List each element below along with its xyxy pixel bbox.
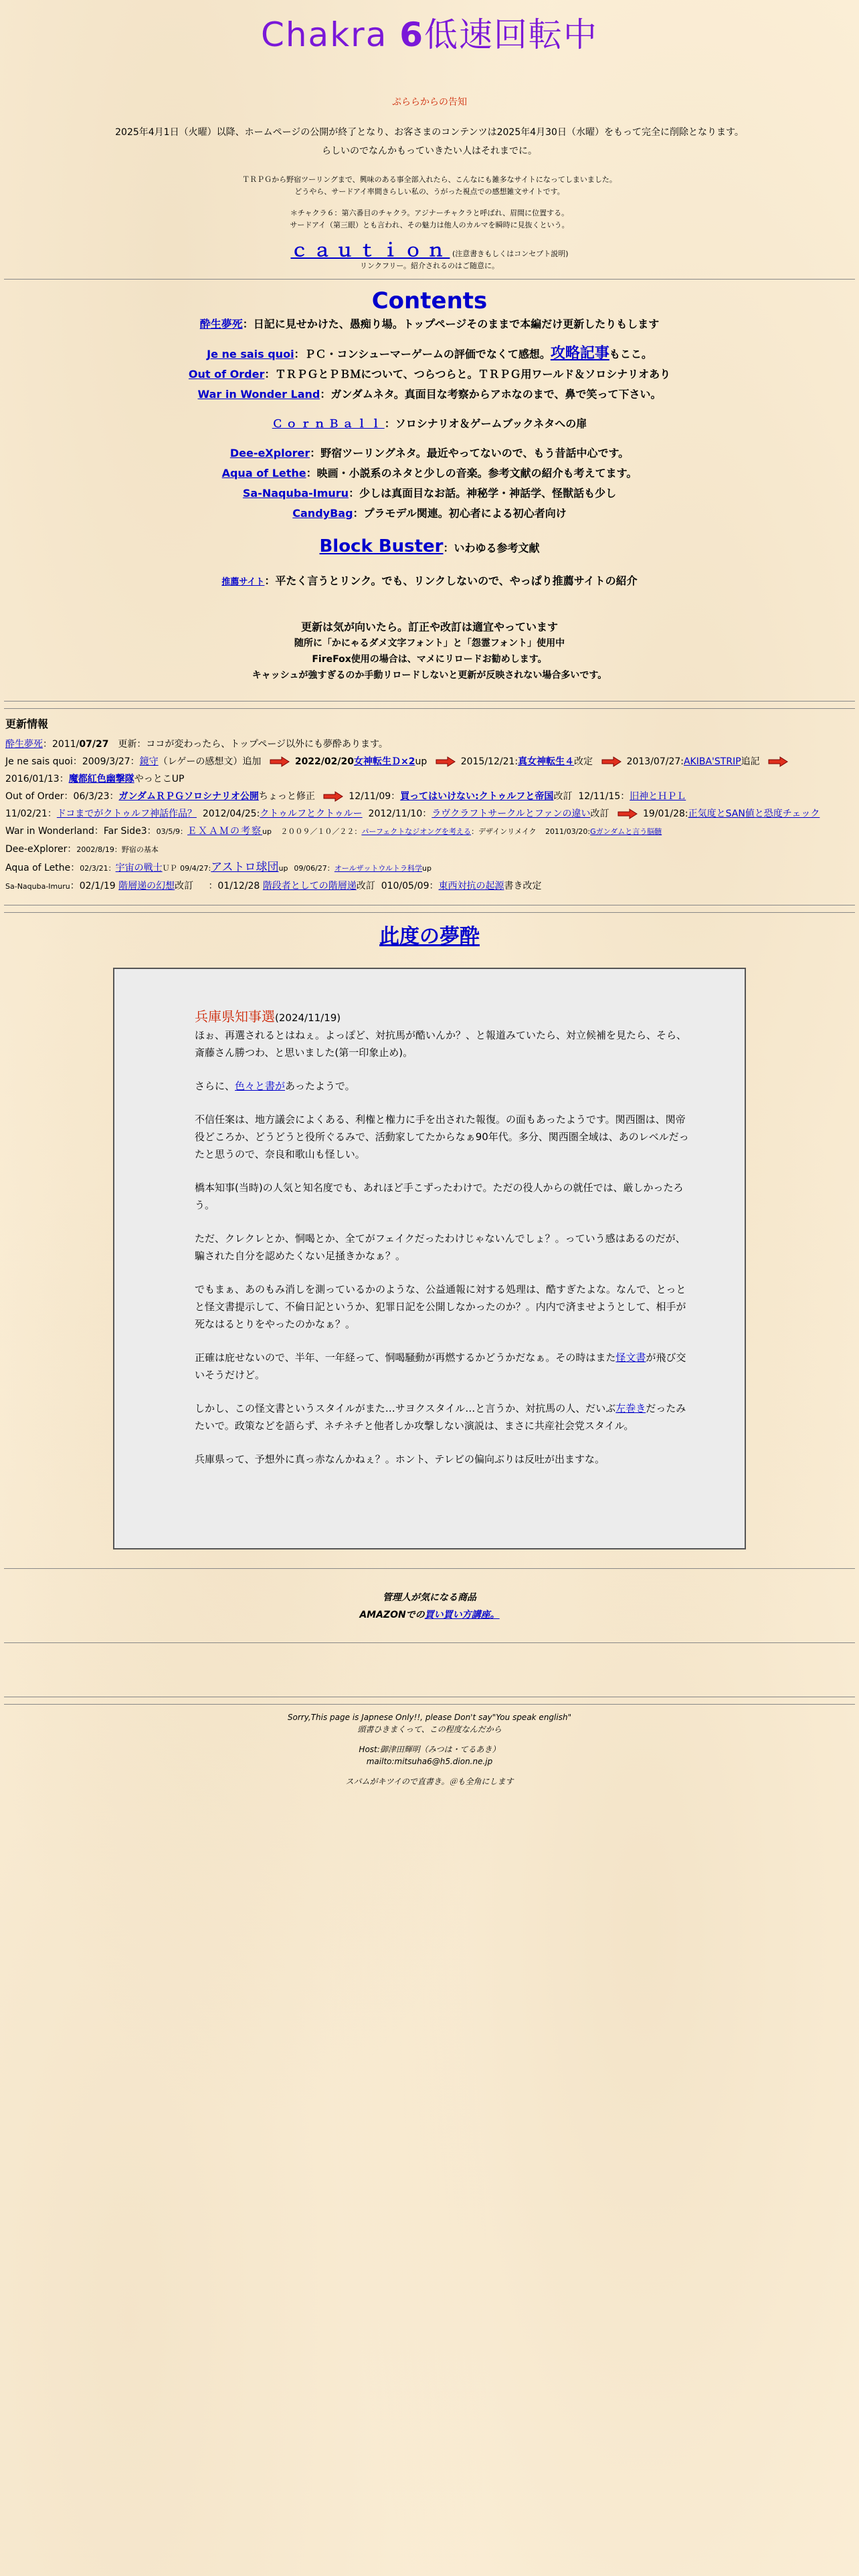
title-six: 6 bbox=[399, 15, 425, 54]
essay-paragraph bbox=[195, 1400, 691, 1434]
news-link[interactable]: クトゥルフとクトゥルー bbox=[260, 809, 363, 819]
contents-item bbox=[0, 571, 859, 593]
news-text: やっとこUP bbox=[134, 774, 185, 784]
contents-item bbox=[0, 443, 859, 463]
news-label: War in Wonderland：Far Side3： bbox=[5, 826, 157, 837]
contents-link-cornball[interactable]: ＣｏｒｎＢａｌｌ bbox=[272, 417, 385, 430]
title-prefix: Chakra bbox=[260, 15, 400, 54]
caution-row bbox=[0, 241, 859, 261]
contents-link-aquaoflethe[interactable]: Aqua of Lethe bbox=[221, 467, 306, 479]
contents-item bbox=[0, 385, 859, 405]
contents-link-recommended[interactable]: 推薦サイト bbox=[221, 577, 265, 587]
news-row bbox=[5, 823, 854, 841]
news-date: 2012/11/10： bbox=[368, 809, 432, 819]
news-date: ：2011/ bbox=[43, 739, 80, 750]
news-text: 改訂 bbox=[175, 881, 194, 891]
news-date: 12/11/15： bbox=[578, 791, 630, 802]
contents-desc: ：少しは真面目なお話。神秘学・神話学、怪獣話も少し bbox=[349, 487, 617, 500]
news-text: 改訂 bbox=[356, 881, 375, 891]
contents-item bbox=[0, 533, 859, 562]
title-suffix: 低速回転中 bbox=[424, 15, 599, 54]
news-title: 更新情報 bbox=[5, 718, 49, 730]
essay-paragraph bbox=[195, 1077, 691, 1095]
news-link[interactable]: 正気度とSAN値と恐度チェック bbox=[688, 809, 820, 819]
essay-paragraph: 不信任案は、地方議会によくある、利権と権力に手を出された報復。の面もあったようです。関西圏は、関帝役どころか、どうどうと役所ぐるみで、活動家してたからなぁ90年代。多分、関西圏全域は、あのレベルだったと思うので、奈良和歌山も怪しい。 bbox=[195, 1113, 689, 1160]
essay-text: だったみたいで。政策などを語らず、ネチネチと他者しか攻撃しない演説は、まさに共産社会党スタイル。 bbox=[195, 1402, 686, 1432]
news-row bbox=[5, 859, 854, 877]
footer-line1: Sorry,This page is Japnese Only!!, please Don't say"You speak english" bbox=[287, 1713, 572, 1722]
news-date: 03/5/9： bbox=[156, 827, 188, 836]
shop-line1: 管理人が気になる商品 bbox=[383, 1592, 476, 1603]
news-date: 09/06/27： bbox=[294, 864, 335, 873]
news-text: 更新：ココが変わったら、トップページ以外にも夢酔あります。 bbox=[108, 739, 388, 750]
footer-line2: 頭書ひきまくって、この程度なんだから bbox=[357, 1725, 502, 1734]
news-link[interactable]: ＥＸＡＭの考察 bbox=[187, 826, 263, 837]
essay-box bbox=[113, 968, 746, 1549]
news-link[interactable]: 宇宙の戦士 bbox=[115, 863, 163, 873]
essay-link[interactable]: 色々と書が bbox=[235, 1080, 286, 1092]
news-date: 11/02/21： bbox=[5, 809, 57, 819]
notice-section bbox=[0, 95, 859, 160]
news-link[interactable]: 階段者としての階層递 bbox=[262, 881, 357, 891]
essay-paragraph: ただ、クレクレとか、恫喝とか、全てがフェイクだったわけじゃないんでしょ？。っていう感はあるのだが、騙された自分を認めたくない足掻きかなぁ？。 bbox=[195, 1232, 686, 1262]
news-text: up bbox=[422, 864, 432, 873]
contents-item bbox=[0, 504, 859, 524]
contents-link-deexplorer[interactable]: Dee-eXplorer bbox=[229, 447, 310, 459]
notice-heading: ぷららからの告知 bbox=[392, 97, 467, 108]
contents-desc: ：ガンダムネタ。真面目な考察からアホなのまで、鼻で笑って下さい。 bbox=[320, 388, 662, 401]
news-link[interactable]: 階層递の幻想 bbox=[118, 881, 175, 891]
contents-title: Contents bbox=[371, 288, 488, 314]
news-text: 2002/8/19：野宿の基本 bbox=[76, 845, 159, 854]
caution-link[interactable]: ｃａｕｔｉｏｎ bbox=[290, 241, 450, 261]
contents-link-strategy[interactable]: 攻略記事 bbox=[550, 345, 609, 362]
site-title bbox=[0, 0, 859, 56]
news-row bbox=[5, 877, 854, 895]
essay-section-title[interactable]: 此度の夢酔 bbox=[379, 925, 480, 948]
contents-desc: ：ＴＲＰＧとＰＢＭについて、つらつらと。ＴＲＰＧ用ワールド＆ソロシナリオあり bbox=[264, 368, 671, 381]
news-date: ：02/1/19 bbox=[70, 881, 116, 891]
news-date: 09/4/27: bbox=[180, 864, 211, 873]
news-text: ちょっと修正 bbox=[258, 791, 315, 802]
footer-spam-note: スパムがキツイので直書き。＠も全角にします bbox=[345, 1777, 514, 1786]
intro-line2: どうやら、サードアイ率間きらしい私の、うがった視点での感想雑文サイトです。 bbox=[294, 187, 565, 196]
news-date: 02/3/21： bbox=[80, 864, 116, 873]
intro-section bbox=[0, 174, 859, 272]
news-text: up bbox=[415, 756, 427, 767]
caution-note: (注意書きもしくはコンセプト説明) bbox=[452, 249, 569, 258]
contents-desc: ：ＰＣ・コンシューマーゲームの評価でなくて感想。 bbox=[294, 348, 551, 360]
news-link[interactable]: 東西対抗の起源 bbox=[438, 881, 504, 891]
divider bbox=[4, 279, 855, 280]
news-text: ：デザインリメイク bbox=[471, 827, 537, 836]
news-link[interactable]: ドコまでがクトゥルフ神話作品？ bbox=[56, 809, 197, 819]
news-text: 追記 bbox=[741, 756, 760, 767]
news-date: 2015/12/21: bbox=[460, 756, 518, 767]
notice-line2: らしいのでなんかもっていきたい人はそれまでに。 bbox=[322, 146, 537, 156]
news-link[interactable]: Gガンダムと言う脳髄 bbox=[590, 827, 662, 836]
arrow-icon bbox=[323, 791, 343, 802]
news-row bbox=[5, 753, 854, 788]
news-date: 010/05/09： bbox=[381, 881, 439, 891]
news-link[interactable]: 買ってはいけない:クトゥルフと帝国 bbox=[400, 791, 554, 802]
intro-line4: サードアイ（第三眼）とも言われ、その魅力は他人のカルマを瞬時に見抜くという。 bbox=[290, 221, 569, 229]
arrow-icon bbox=[270, 756, 290, 767]
news-link[interactable]: 女神転生Ｄ×2 bbox=[353, 756, 415, 767]
news-text: 改訂 bbox=[590, 809, 609, 819]
intro-line3: ＊チャクラ６：第六番目のチャクラ。アジナーチャクラと呼ばれ、眉間に位置する。 bbox=[290, 209, 569, 217]
contents-link-warinwonderland[interactable]: War in Wonder Land bbox=[197, 388, 320, 401]
news-link[interactable]: パーフェクトなジオングを考える bbox=[361, 827, 472, 836]
essay-paragraph: ほぉ、再選されるとはねぇ。よっぽど、対抗馬が酷いんか？、と報道みていたら、対立候補を見たら、そら、斎藤さん勝つわ、と思いました(第一印象止め)。 bbox=[195, 1029, 687, 1059]
essay-heading: 兵庫県知事選 bbox=[195, 1008, 275, 1025]
essay-text: が飛び交いそうだけど。 bbox=[195, 1352, 686, 1381]
news-link[interactable]: 旧神とＨＰＬ bbox=[630, 791, 686, 802]
footer bbox=[0, 1711, 859, 1788]
news-date: 2013/07/27: bbox=[626, 756, 684, 767]
news-label: Aqua of Lethe： bbox=[5, 863, 80, 873]
essay-link[interactable]: 怪文書 bbox=[615, 1352, 646, 1364]
news-date: 2022/02/20 bbox=[294, 756, 354, 767]
shop-section bbox=[0, 1589, 859, 1624]
essay-paragraph: 兵庫県って、予想外に真っ赤なんかねぇ？。ホント、テレビの偏向ぶりは反吐が出ますな。 bbox=[195, 1453, 605, 1465]
news-date: 2011/03/20: bbox=[545, 827, 591, 836]
notice-body bbox=[0, 123, 859, 160]
essay-link[interactable]: 左巻き bbox=[615, 1402, 646, 1414]
contents-item bbox=[0, 414, 859, 434]
news-text: up bbox=[278, 864, 288, 873]
shop-text: AMAZONでの bbox=[359, 1610, 425, 1620]
footer-host: Host:御津田輝明（みつは・てるあき） bbox=[359, 1745, 500, 1754]
essay-paragraph bbox=[195, 1349, 691, 1384]
divider bbox=[4, 1568, 855, 1569]
contents-desc: ：野宿ツーリングネタ。最近やってないので、もう昔話中心です。 bbox=[310, 447, 630, 459]
news-link[interactable]: オールザットウルトラ科学 bbox=[334, 864, 423, 873]
update-note-line3: FireFox使用の場合は、マメにリロードお勧めします。 bbox=[312, 654, 547, 665]
news-text: 改定 bbox=[574, 756, 593, 767]
news-link[interactable]: 酔生夢死 bbox=[5, 739, 43, 750]
news-date: ２００９／１０／２２： bbox=[280, 827, 362, 836]
news-row bbox=[5, 736, 854, 753]
contents-desc: ：プラモデル関連。初心者による初心者向け bbox=[353, 507, 567, 520]
divider bbox=[4, 701, 855, 702]
essay-text: さらに、 bbox=[195, 1080, 235, 1092]
news-date: 19/01/28: bbox=[643, 809, 688, 819]
arrow-icon bbox=[617, 809, 638, 819]
contents-item bbox=[0, 484, 859, 504]
essay-text: しかし、この怪文書というスタイルがまた…サヨクスタイル…と言うか、対抗馬の人、だいぶ bbox=[195, 1402, 616, 1414]
news-date: 12/11/09： bbox=[349, 791, 401, 802]
divider bbox=[4, 912, 855, 913]
essay-text: 正確は庇せないので、半年、一年経って、恫喝騒動が再燃するかどうかだなぁ。その時はまた bbox=[195, 1352, 616, 1364]
essay-date: (2024/11/19) bbox=[275, 1012, 341, 1024]
contents-item bbox=[0, 463, 859, 484]
essay-paragraph: 橋本知事(当時)の人気と知名度でも、あれほど手こずったわけで。ただの役人からの就任では、厳しかったろう。 bbox=[195, 1182, 684, 1211]
contents-section bbox=[0, 288, 859, 683]
link-free-note: リンクフリー。紹介されるのはご随意に。 bbox=[360, 261, 499, 270]
news-date: 2016/01/13： bbox=[5, 774, 69, 784]
intro-line1: ＴＲＰＧから野宿ツーリングまで、興味のある事全部入れたら、こんなにも雑多なサイトになってしまいました。 bbox=[242, 175, 617, 184]
contents-desc: ：ソロシナリオ＆ゲームブックネタへの扉 bbox=[384, 417, 587, 430]
news-link[interactable]: ラヴクラフトサークルとファンの違い bbox=[432, 809, 591, 819]
news-link[interactable]: アストロ球団 bbox=[211, 861, 279, 874]
news-date: ：01/12/28 bbox=[208, 881, 260, 891]
contents-link-candybag[interactable]: CandyBag bbox=[292, 507, 353, 520]
contents-desc: ：映画・小説系のネタと少しの音楽。参考文献の紹介も考えてます。 bbox=[306, 467, 638, 479]
contents-item bbox=[0, 344, 859, 364]
essay-paragraph: でもまぁ、あのもみ消しを測っているかのような、公益通報に対する処理は、酷すぎたよな。なんで、とっとと怪文書提示して、不倫日記というか、犯罪日記を公開しなかったのか？。内内で済ませようとして、相手が死なはるとりをやったのかなぁ？。 bbox=[195, 1283, 686, 1330]
news-link[interactable]: 魔都紅色幽撃隊 bbox=[68, 774, 134, 784]
arrow-icon bbox=[601, 756, 622, 767]
contents-desc: もここ。 bbox=[609, 348, 652, 360]
contents-desc: ：平たく言うとリンク。でも、リンクしないので、やっぱり推薦サイトの紹介 bbox=[264, 574, 638, 587]
news-date: 2012/04/25: bbox=[202, 809, 260, 819]
news-text: 書き改定 bbox=[504, 881, 542, 891]
news-text: ＵＰ bbox=[162, 864, 177, 873]
contents-link-sanaquba[interactable]: Sa-Naquba-Imuru bbox=[242, 487, 349, 500]
news-date: 07/27 bbox=[79, 739, 109, 750]
site-header bbox=[0, 0, 859, 56]
news-link[interactable]: 鏡守 bbox=[139, 756, 159, 767]
contents-item bbox=[0, 364, 859, 385]
update-note-line1: 更新は気が向いたら。訂正や改訂は適宜やっています bbox=[300, 621, 558, 633]
essay-section bbox=[0, 920, 859, 949]
update-note-line4: キャッシュが強すぎるのか手動リロードしないと更新が反映されない場合多いです。 bbox=[252, 670, 607, 681]
shop-line2 bbox=[0, 1606, 859, 1624]
update-note-line2: 随所に「かにゃるダメ文字フォント」と「怨霊フォント」使用中 bbox=[294, 638, 565, 649]
news-link[interactable]: AKIBA'STRIP bbox=[683, 756, 741, 767]
divider bbox=[4, 708, 855, 709]
contents-link-suisei[interactable]: 酔生夢死 bbox=[199, 318, 243, 330]
news-row bbox=[5, 841, 854, 859]
divider bbox=[4, 1704, 855, 1705]
news-label: Out of Order：06/3/23： bbox=[5, 791, 119, 802]
notice-line1: 2025年4月1日（火曜）以降、ホームページの公開が終了となり、お客さまのコンテンツは2025年4月30日（水曜）をもって完全に削除となります。 bbox=[115, 127, 744, 138]
news-section bbox=[0, 716, 859, 895]
contents-item bbox=[0, 314, 859, 334]
essay-text: あったようで。 bbox=[285, 1080, 355, 1092]
news-label: Je ne sais quoi：2009/3/27： bbox=[5, 756, 140, 767]
news-text: 改訂 bbox=[553, 791, 573, 802]
contents-link-jenesaisquoi[interactable]: Je ne sais quoi bbox=[207, 348, 294, 360]
news-label: Sa-Naquba-Imuru bbox=[5, 882, 70, 891]
news-label: Dee-eXplorer： bbox=[5, 844, 77, 855]
news-link[interactable]: 真女神転生４ bbox=[518, 756, 575, 767]
divider bbox=[4, 1642, 855, 1643]
contents-desc: ：日記に見せかけた、愚痴り場。トップページそのままで本編だけ更新したりもします bbox=[242, 318, 660, 330]
news-text: （レゲーの感想文）追加 bbox=[158, 756, 262, 767]
amazon-link[interactable]: 買い買い方講座。 bbox=[424, 1610, 500, 1620]
arrow-icon bbox=[436, 756, 456, 767]
footer-mail: mailto:mitsuha6@h5.dion.ne.jp bbox=[366, 1757, 493, 1766]
contents-link-blockbuster[interactable]: Block Buster bbox=[319, 536, 444, 556]
news-row bbox=[5, 788, 854, 823]
news-link[interactable]: ガンダムＲＰＧソロシナリオ公開 bbox=[118, 791, 259, 802]
news-text: up bbox=[262, 827, 272, 836]
contents-link-outoforder[interactable]: Out of Order bbox=[188, 368, 265, 381]
update-note bbox=[0, 619, 859, 683]
contents-desc: ：いわゆる参考文献 bbox=[443, 542, 540, 554]
arrow-icon bbox=[768, 756, 788, 767]
